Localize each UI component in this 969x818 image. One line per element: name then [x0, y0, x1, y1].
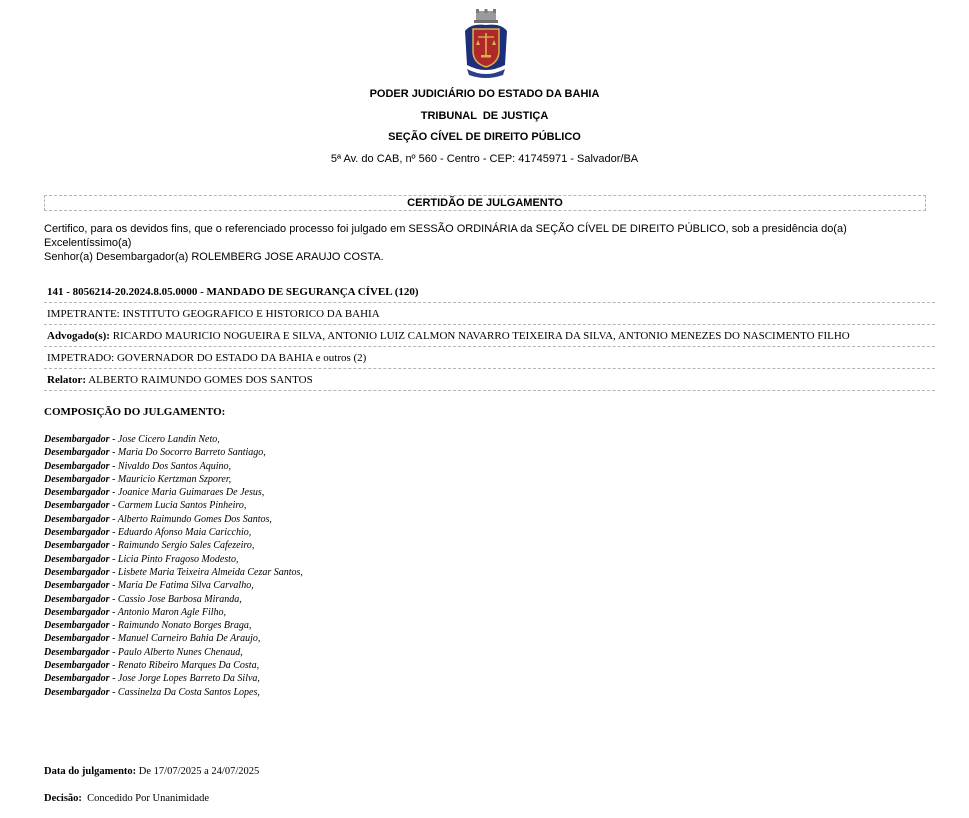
- list-item: [44, 526, 303, 539]
- court-address: 5ª Av. do CAB, nº 560 - Centro - CEP: 41745971 - Salvador/BA: [330, 153, 639, 165]
- impetrante-row: IMPETRANTE: INSTITUTO GEOGRAFICO E HISTORICO DA BAHIA: [44, 303, 935, 325]
- judge-role: Desembargador: [44, 646, 110, 658]
- judge-name: - Jose Cicero Landin Neto,: [109, 434, 220, 445]
- list-item: [44, 499, 303, 512]
- relator-label: Relator:: [47, 374, 87, 386]
- decision-line: [44, 793, 209, 804]
- judge-role: Desembargador: [44, 553, 110, 565]
- advogados-names: RICARDO MAURICIO NOGUEIRA E SILVA, ANTONIO LUIZ CALMON NAVARRO TEIXEIRA DA SILVA, ANTONIO MENEZES DO NASCIMENTO FILHO: [109, 330, 850, 342]
- list-item: [44, 579, 303, 592]
- list-item: [44, 646, 303, 659]
- certificate-title: CERTIDÃO DE JULGAMENTO: [44, 195, 926, 211]
- judge-name: - Cassio Jose Barbosa Miranda,: [109, 593, 242, 605]
- list-item: [44, 672, 303, 685]
- list-item: [44, 513, 303, 526]
- judge-role: Desembargador: [44, 500, 110, 512]
- list-item: [44, 619, 303, 632]
- certificate-text-line-1: Certifico, para os devidos fins, que o referenciado processo foi julgado em SESSÃO ORDINÁRIA da SEÇÃO CÍVEL DE DIREITO PÚBLICO, sob a presidência do(a) Excelentíssimo(a): [44, 223, 847, 249]
- list-item: [44, 460, 303, 473]
- judges-list: [44, 433, 303, 699]
- relator-row: [44, 369, 935, 391]
- judge-name: - Carmem Lucia Santos Pinheiro,: [109, 500, 247, 512]
- judge-name: - Raimundo Nonato Borges Braga,: [109, 620, 252, 632]
- judge-name: - Alberto Raimundo Gomes Dos Santos,: [109, 513, 272, 525]
- judge-role: Desembargador: [44, 434, 110, 445]
- judge-role: Desembargador: [44, 633, 110, 645]
- relator-name: ALBERTO RAIMUNDO GOMES DOS SANTOS: [86, 374, 313, 386]
- judge-role: Desembargador: [44, 527, 110, 539]
- judge-role: Desembargador: [44, 593, 110, 605]
- composition-title: COMPOSIÇÃO DO JULGAMENTO:: [44, 406, 226, 418]
- decision-value: Concedido Por Unanimidade: [81, 793, 210, 804]
- coat-of-arms-emblem: [459, 9, 513, 79]
- judge-name: - Paulo Alberto Nunes Chenaud,: [109, 646, 243, 658]
- judge-name: - Nivaldo Dos Santos Aquino,: [109, 460, 232, 472]
- judge-role: Desembargador: [44, 487, 110, 499]
- list-item: [44, 593, 303, 606]
- list-item: [44, 553, 303, 566]
- court-title: PODER JUDICIÁRIO DO ESTADO DA BAHIA: [369, 88, 600, 100]
- list-item: [44, 486, 303, 499]
- list-item: [44, 632, 303, 645]
- judgment-date-label: Data do julgamento:: [44, 766, 137, 777]
- judge-name: - Licia Pinto Fragoso Modesto,: [109, 553, 239, 565]
- list-item: [44, 446, 303, 459]
- judge-role: Desembargador: [44, 606, 110, 618]
- list-item: [44, 473, 303, 486]
- judgment-date-line: [44, 766, 259, 777]
- advogados-row: [44, 325, 935, 347]
- judge-role: Desembargador: [44, 620, 110, 632]
- judge-name: - Antonio Maron Agle Filho,: [109, 606, 227, 618]
- judge-role: Desembargador: [44, 473, 110, 485]
- list-item: [44, 686, 303, 699]
- judge-name: - Lisbete Maria Teixeira Almeida Cezar Santos,: [109, 566, 303, 578]
- judge-role: Desembargador: [44, 460, 110, 472]
- judge-role: Desembargador: [44, 540, 110, 552]
- judge-role: Desembargador: [44, 673, 110, 685]
- judge-name: - Maria Do Socorro Barreto Santiago,: [109, 447, 266, 459]
- list-item: [44, 606, 303, 619]
- certificate-text: [44, 222, 934, 264]
- list-item: [44, 433, 303, 446]
- judge-name: - Mauricio Kertzman Szporer,: [109, 473, 232, 485]
- judge-name: - Joanice Maria Guimaraes De Jesus,: [109, 487, 265, 499]
- list-item: [44, 659, 303, 672]
- advogados-label: Advogado(s):: [47, 330, 110, 342]
- judge-role: Desembargador: [44, 447, 110, 459]
- judge-role: Desembargador: [44, 513, 110, 525]
- tribunal-title: TRIBUNAL DE JUSTIÇA: [420, 110, 549, 122]
- judge-name: - Renato Ribeiro Marques Da Costa,: [109, 660, 260, 672]
- impetrado-row: IMPETRADO: GOVERNADOR DO ESTADO DA BAHIA e outros (2): [44, 347, 935, 369]
- list-item: [44, 539, 303, 552]
- judge-role: Desembargador: [44, 660, 110, 672]
- section-title: SEÇÃO CÍVEL DE DIREITO PÚBLICO: [388, 131, 581, 143]
- judge-role: Desembargador: [44, 580, 110, 592]
- decision-label: Decisão:: [44, 793, 82, 804]
- judge-name: - Maria De Fatima Silva Carvalho,: [109, 580, 254, 592]
- certificate-text-line-2: Senhor(a) Desembargador(a) ROLEMBERG JOSE ARAUJO COSTA.: [44, 251, 384, 263]
- judge-role: Desembargador: [44, 566, 110, 578]
- judge-role: Desembargador: [44, 686, 110, 698]
- process-identifier: 141 - 8056214-20.2024.8.05.0000 - MANDADO DE SEGURANÇA CÍVEL (120): [44, 281, 935, 303]
- judge-name: - Cassinelza Da Costa Santos Lopes,: [109, 686, 260, 698]
- judge-name: - Jose Jorge Lopes Barreto Da Silva,: [109, 673, 260, 685]
- judgment-date-value: De 17/07/2025 a 24/07/2025: [136, 766, 260, 777]
- list-item: [44, 566, 303, 579]
- judge-name: - Eduardo Afonso Maia Caricchio,: [109, 527, 252, 539]
- judge-name: - Manuel Carneiro Bahia De Araujo,: [109, 633, 261, 645]
- judge-name: - Raimundo Sergio Sales Cafezeiro,: [109, 540, 255, 552]
